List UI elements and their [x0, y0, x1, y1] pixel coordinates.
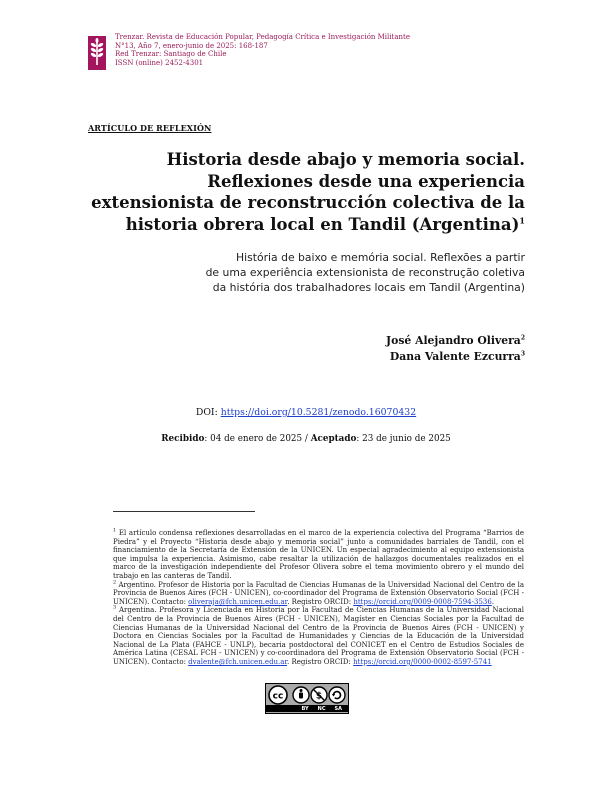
author-footnote-ref[interactable]: 3 [520, 350, 525, 358]
svg-text:$: $ [315, 691, 323, 702]
footnote-number: 2 [113, 579, 117, 586]
cc-by-label: BY [301, 705, 309, 712]
subtitle-line-1: História de baixo e memória social. Reflexões a partir [236, 251, 525, 264]
author [386, 333, 525, 349]
footnote-1 [113, 529, 524, 581]
cc-sa-label: SA [334, 705, 342, 712]
cc-license-icons [268, 685, 346, 705]
title-line-4-text: historia obrera local en Tandil (Argentina) [125, 214, 520, 234]
footnote-number: 3 [113, 605, 117, 612]
email-link[interactable]: dvalente@fch.unicen.edu.ar [188, 657, 288, 666]
journal-issn: ISSN (online) 2452-4301 [115, 58, 204, 67]
publication-dates [0, 434, 612, 444]
article-title [65, 149, 525, 235]
cc-license-badge[interactable] [265, 683, 349, 714]
footnotes [113, 529, 524, 667]
accepted-label: Aceptado [310, 434, 357, 444]
journal-name: Trenzar. Revista de Educación Popular, Pedagogía Crítica e Investigación Militante [115, 33, 410, 41]
orcid-link[interactable]: https://orcid.org/0009-0008-7594-3536 [353, 597, 492, 606]
footnote-divider [113, 511, 255, 512]
author-footnote-ref[interactable]: 2 [520, 334, 525, 342]
footnote-2 [113, 581, 524, 607]
svg-text:cc: cc [272, 691, 284, 702]
subtitle-line-3: da história dos trabalhadores locais em Tandil (Argentina) [212, 281, 525, 294]
accepted-date: : 23 de junio de 2025 [356, 434, 451, 444]
footnote-text: El artículo condensa reflexiones desarrolladas en el marco de la experiencia colectiva del Programa “Barrios de Piedra” y el Proyecto “Historia desde abajo y memoria social” junto a comunidades barriales de Tandil, con el financiamiento de la Secretaría de Extensión de la UNICEN. Un especial agradecimiento al equipo extensionista que impulsa la experiencia. Asimismo, cabe resaltar la utilización de hallazgos documentales realizados en el marco de la investigación independiente del Profesor Olivera sobre el tema movimiento obrero y el mundo del trabajo en las canteras de Tandil. [113, 529, 524, 580]
journal-publisher: Red Trenzar: Santiago de Chile [115, 50, 227, 59]
footnote-text: . Registro ORCID: [287, 657, 354, 666]
title-line-3: extensionista de reconstrucción colectiva de la [91, 193, 525, 212]
author-name: José Alejandro Olivera [386, 334, 521, 347]
footnote-text: Argentina. Profesora y Licenciada en Historia por la Facultad de Ciencias Humanas de la Universidad Nacional del Centro de la Provincia de Buenos Aires (FCH - UNICEN), Magíster en Ciencias Sociales por la Facultad de Ciencias Humanas de la Universidad Nacional del Centro de la Provincia de Buenos Aires (FCH - UNICEN) y Doctora en Ciencias Sociales por la Facultad de Humanidades y Ciencias de la Educación de la Universidad Nacional de La Plata (FAHCE - UNLP), becaria postdoctoral del CONICET en el Centro de Estudios Sociales de América Latina (CESAL FCH - UNICEN) y co-coordinadora del Programa de Extensión Observatorio Social (FCH - UNICEN). Contacto: [113, 606, 524, 666]
title-line-1: Historia desde abajo y memoria social. [166, 150, 525, 169]
footnote-number: 1 [113, 527, 117, 534]
section-label: ARTÍCULO DE REFLEXIÓN [88, 123, 212, 133]
article-subtitle [105, 250, 525, 295]
title-footnote-ref[interactable]: 1 [519, 215, 525, 225]
footnote-text: . Registro ORCID: [287, 597, 354, 606]
doi-label: DOI: [195, 407, 218, 418]
title-line-2: Reflexiones desde una experiencia [207, 171, 525, 191]
doi-link[interactable]: https://doi.org/10.5281/zenodo.16070432 [220, 407, 417, 418]
footnote-text: Argentino. Profesor de Historia por la Facultad de Ciencias Humanas de la Universidad Nacional del Centro de la Provincia de Buenos Aires (FCH - UNICEN), co-coordinador del Programa de Extensión Observatorio Social (FCH - UNICEN). Contacto: [113, 580, 524, 606]
doi-line [0, 407, 612, 418]
cc-nc-label: NC [317, 705, 326, 712]
footnote-text: . [491, 597, 495, 606]
footnote-3 [113, 606, 524, 666]
author [386, 349, 525, 365]
received-date: : 04 de enero de 2025 / [204, 434, 311, 444]
cc-license-labels [266, 705, 348, 712]
subtitle-line-2: de uma experiência extensionista de reconstrução coletiva [205, 266, 525, 279]
journal-issue: N°13, Año 7, enero-junio de 2025: 168-187 [115, 41, 268, 50]
author-list [386, 333, 525, 365]
author-name: Dana Valente Ezcurra [389, 350, 521, 363]
email-link[interactable]: oliveraja@fch.unicen.edu.ar [188, 597, 288, 606]
journal-logo [88, 36, 106, 70]
received-label: Recibido [161, 434, 205, 444]
title-line-4 [65, 214, 525, 236]
journal-info [115, 33, 535, 67]
orcid-link[interactable]: https://orcid.org/0000-0002-8597-5741 [353, 657, 492, 666]
